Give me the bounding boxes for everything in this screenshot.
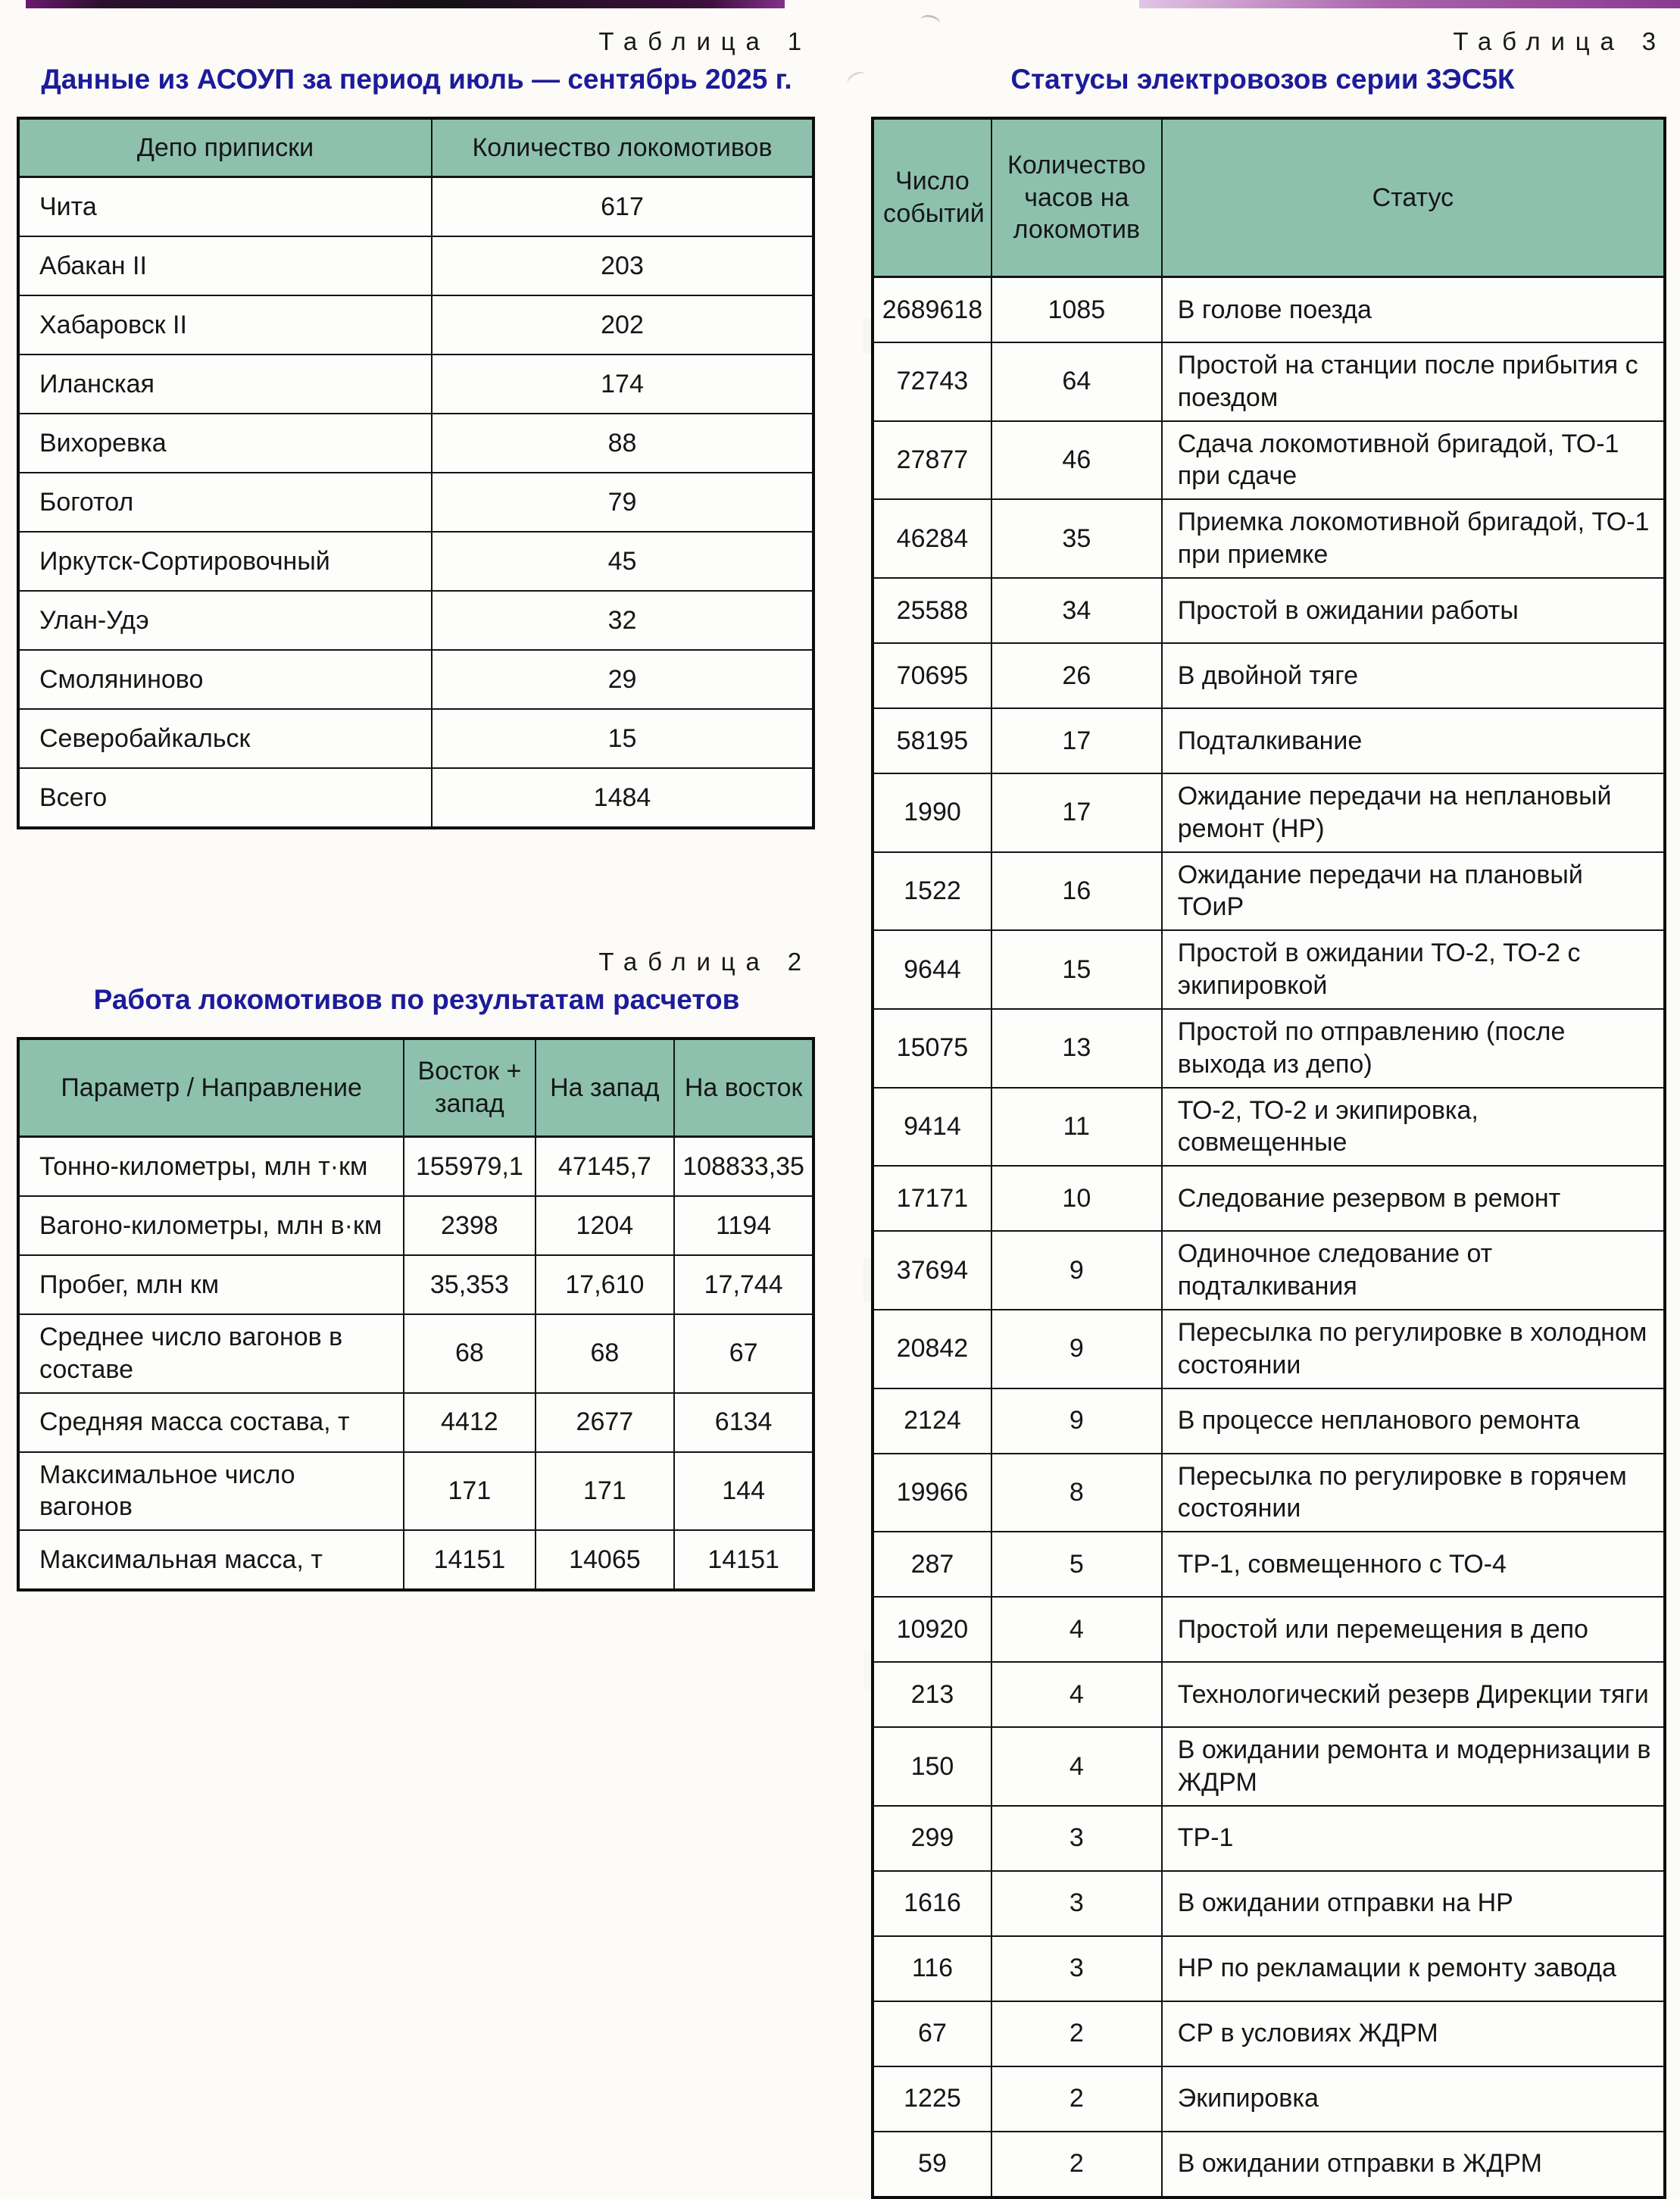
depot-cell: Смоляниново <box>18 650 432 709</box>
table-row <box>873 2132 1665 2197</box>
status-cell: НР по рекламации к ремонту завода <box>1162 1936 1665 2001</box>
table-row <box>873 1662 1665 1727</box>
hours-cell: 13 <box>991 1009 1162 1088</box>
depot-cell: Улан-Удэ <box>18 591 432 650</box>
col-both-directions-header: Восток + запад <box>404 1039 535 1137</box>
table2-label: Таблица 2 <box>598 948 812 976</box>
west-cell: 47145,7 <box>536 1137 675 1197</box>
count-cell: 45 <box>432 532 813 591</box>
events-cell: 67 <box>873 2001 991 2066</box>
right-column <box>854 21 1671 2199</box>
hours-cell: 9 <box>991 1231 1162 1310</box>
hours-cell: 2 <box>991 2066 1162 2132</box>
events-cell: 1616 <box>873 1871 991 1936</box>
both-cell: 171 <box>404 1452 535 1531</box>
hours-cell: 4 <box>991 1727 1162 1806</box>
events-cell: 10920 <box>873 1597 991 1662</box>
west-cell: 1204 <box>536 1196 675 1255</box>
left-column <box>17 21 817 1591</box>
column-spacer <box>17 829 817 942</box>
col-count-header: Количество локомотивов <box>432 118 813 177</box>
hours-cell: 15 <box>991 930 1162 1009</box>
table-row <box>873 499 1665 578</box>
events-cell: 46284 <box>873 499 991 578</box>
west-cell: 2677 <box>536 1393 675 1452</box>
hours-cell: 46 <box>991 421 1162 500</box>
param-cell: Средняя масса состава, т <box>18 1393 404 1452</box>
table-row <box>18 473 813 532</box>
hours-cell: 3 <box>991 1871 1162 1936</box>
table-row <box>873 1166 1665 1231</box>
status-cell: ТО-2, ТО-2 и экипировка, совмещенные <box>1162 1088 1665 1167</box>
param-cell: Максимальное число вагонов <box>18 1452 404 1531</box>
param-cell: Вагоно-километры, млн в·км <box>18 1196 404 1255</box>
depot-cell: Северобайкальск <box>18 709 432 768</box>
table-row <box>873 1454 1665 1532</box>
hours-cell: 64 <box>991 342 1162 421</box>
table-row <box>873 1231 1665 1310</box>
hours-cell: 9 <box>991 1310 1162 1388</box>
table-row <box>873 852 1665 931</box>
events-cell: 20842 <box>873 1310 991 1388</box>
hours-cell: 11 <box>991 1088 1162 1167</box>
east-cell: 144 <box>674 1452 813 1531</box>
col-events-header: Число событий <box>873 118 991 277</box>
events-cell: 2124 <box>873 1388 991 1454</box>
table-row <box>873 1806 1665 1871</box>
table3-label: Таблица 3 <box>1453 27 1666 55</box>
table-row <box>18 295 813 355</box>
table-row <box>873 2001 1665 2066</box>
east-cell: 108833,35 <box>674 1137 813 1197</box>
table-row <box>873 1727 1665 1806</box>
events-cell: 116 <box>873 1936 991 2001</box>
table-row <box>18 1137 813 1197</box>
table-row <box>18 355 813 414</box>
table-row <box>873 643 1665 708</box>
west-cell: 14065 <box>536 1530 675 1590</box>
table-header-row <box>873 118 1665 277</box>
table-row <box>18 1393 813 1452</box>
param-cell: Среднее число вагонов в составе <box>18 1314 404 1393</box>
table-row <box>18 1314 813 1393</box>
both-cell: 35,353 <box>404 1255 535 1314</box>
table-row <box>873 1532 1665 1597</box>
status-cell: ТР-1, совмещенного с ТО-4 <box>1162 1532 1665 1597</box>
table2-header <box>18 1039 813 1137</box>
status-cell: В ожидании ремонта и модернизации в ЖДРМ <box>1162 1727 1665 1806</box>
both-cell: 2398 <box>404 1196 535 1255</box>
table2-title: Работа локомотивов по результатам расчетов <box>93 984 740 1015</box>
depot-cell: Чита <box>18 177 432 237</box>
hours-cell: 3 <box>991 1936 1162 2001</box>
east-cell: 17,744 <box>674 1255 813 1314</box>
events-cell: 1522 <box>873 852 991 931</box>
status-cell: В ожидании отправки на НР <box>1162 1871 1665 1936</box>
table-row <box>18 177 813 237</box>
col-depot-header: Депо приписки <box>18 118 432 177</box>
table-row <box>873 1936 1665 2001</box>
status-cell: Экипировка <box>1162 2066 1665 2132</box>
status-cell: Подталкивание <box>1162 708 1665 773</box>
table-row <box>873 578 1665 643</box>
table-row <box>873 773 1665 852</box>
events-cell: 150 <box>873 1727 991 1806</box>
table-row <box>873 342 1665 421</box>
status-cell: Пересылка по регулировке в холодном состоянии <box>1162 1310 1665 1388</box>
table-row <box>873 930 1665 1009</box>
param-cell: Пробег, млн км <box>18 1255 404 1314</box>
count-cell: 203 <box>432 236 813 295</box>
table-row <box>873 1009 1665 1088</box>
west-cell: 17,610 <box>536 1255 675 1314</box>
east-cell: 6134 <box>674 1393 813 1452</box>
hours-cell: 35 <box>991 499 1162 578</box>
events-cell: 9414 <box>873 1088 991 1167</box>
status-cell: Одиночное следование от подталкивания <box>1162 1231 1665 1310</box>
status-cell: Простой по отправлению (после выхода из депо) <box>1162 1009 1665 1088</box>
status-cell: Простой на станции после прибытия с поездом <box>1162 342 1665 421</box>
hours-cell: 2 <box>991 2001 1162 2066</box>
count-cell: 15 <box>432 709 813 768</box>
events-cell: 70695 <box>873 643 991 708</box>
west-cell: 171 <box>536 1452 675 1531</box>
depot-cell: Вихоревка <box>18 414 432 473</box>
status-cell: В двойной тяге <box>1162 643 1665 708</box>
events-cell: 15075 <box>873 1009 991 1088</box>
events-cell: 2689618 <box>873 277 991 343</box>
both-cell: 4412 <box>404 1393 535 1452</box>
col-hours-header: Количество часов на локомотив <box>991 118 1162 277</box>
events-cell: 72743 <box>873 342 991 421</box>
events-cell: 287 <box>873 1532 991 1597</box>
west-cell: 68 <box>536 1314 675 1393</box>
events-cell: 17171 <box>873 1166 991 1231</box>
count-cell: 32 <box>432 591 813 650</box>
table-header-row <box>18 118 813 177</box>
table-row <box>873 421 1665 500</box>
count-cell: 88 <box>432 414 813 473</box>
col-east-header: На восток <box>674 1039 813 1137</box>
hours-cell: 2 <box>991 2132 1162 2197</box>
depot-cell: Всего <box>18 768 432 828</box>
param-cell: Тонно-километры, млн т·км <box>18 1137 404 1197</box>
hours-cell: 34 <box>991 578 1162 643</box>
param-cell: Максимальная масса, т <box>18 1530 404 1590</box>
table-row <box>18 768 813 828</box>
events-cell: 1990 <box>873 773 991 852</box>
status-cell: Технологический резерв Дирекции тяги <box>1162 1662 1665 1727</box>
events-cell: 19966 <box>873 1454 991 1532</box>
status-cell: Простой или перемещения в депо <box>1162 1597 1665 1662</box>
count-cell: 29 <box>432 650 813 709</box>
hours-cell: 4 <box>991 1662 1162 1727</box>
table-row <box>18 1530 813 1590</box>
col-west-header: На запад <box>536 1039 675 1137</box>
table-row <box>873 708 1665 773</box>
east-cell: 1194 <box>674 1196 813 1255</box>
depot-cell: Хабаровск II <box>18 295 432 355</box>
hours-cell: 17 <box>991 773 1162 852</box>
count-cell: 1484 <box>432 768 813 828</box>
table-row <box>873 277 1665 343</box>
hours-cell: 4 <box>991 1597 1162 1662</box>
hours-cell: 9 <box>991 1388 1162 1454</box>
table-row <box>18 1255 813 1314</box>
both-cell: 155979,1 <box>404 1137 535 1197</box>
status-cell: В процессе непланового ремонта <box>1162 1388 1665 1454</box>
events-cell: 9644 <box>873 930 991 1009</box>
count-cell: 202 <box>432 295 813 355</box>
page-top-strip-right <box>1139 0 1680 8</box>
status-cell: ТР-1 <box>1162 1806 1665 1871</box>
table-row <box>873 1310 1665 1388</box>
table-row <box>873 1871 1665 1936</box>
hours-cell: 16 <box>991 852 1162 931</box>
table1-label: Таблица 1 <box>598 27 812 55</box>
table-row <box>873 2066 1665 2132</box>
table-asoup-data <box>17 117 815 829</box>
status-cell: Следование резервом в ремонт <box>1162 1166 1665 1231</box>
hours-cell: 10 <box>991 1166 1162 1231</box>
hours-cell: 17 <box>991 708 1162 773</box>
status-cell: Простой в ожидании работы <box>1162 578 1665 643</box>
hours-cell: 3 <box>991 1806 1162 1871</box>
both-cell: 68 <box>404 1314 535 1393</box>
east-cell: 67 <box>674 1314 813 1393</box>
events-cell: 299 <box>873 1806 991 1871</box>
table1-title: Данные из АСОУП за период июль — сентябрь 2025 г. <box>41 64 792 95</box>
hours-cell: 8 <box>991 1454 1162 1532</box>
table-row <box>873 1388 1665 1454</box>
col-status-header: Статус <box>1162 118 1665 277</box>
table1-header <box>18 118 813 177</box>
hours-cell: 1085 <box>991 277 1162 343</box>
status-cell: Приемка локомотивной бригадой, ТО-1 при приемке <box>1162 499 1665 578</box>
status-cell: В голове поезда <box>1162 277 1665 343</box>
hours-cell: 5 <box>991 1532 1162 1597</box>
status-cell: Сдача локомотивной бригадой, ТО-1 при сдаче <box>1162 421 1665 500</box>
col-param-header: Параметр / Направление <box>18 1039 404 1137</box>
table3-title: Статусы электровозов серии 3ЭС5К <box>1010 64 1515 95</box>
table-row <box>873 1088 1665 1167</box>
table-header-row <box>18 1039 813 1137</box>
depot-cell: Абакан II <box>18 236 432 295</box>
count-cell: 79 <box>432 473 813 532</box>
depot-cell: Иркутск-Сортировочный <box>18 532 432 591</box>
count-cell: 174 <box>432 355 813 414</box>
page-top-strip-left <box>26 0 785 8</box>
both-cell: 14151 <box>404 1530 535 1590</box>
hours-cell: 26 <box>991 643 1162 708</box>
status-cell: Простой в ожидании ТО-2, ТО-2 с экипировкой <box>1162 930 1665 1009</box>
events-cell: 58195 <box>873 708 991 773</box>
count-cell: 617 <box>432 177 813 237</box>
depot-cell: Боготол <box>18 473 432 532</box>
table-row <box>18 1452 813 1531</box>
table-locomotive-work <box>17 1037 815 1591</box>
status-cell: В ожидании отправки в ЖДРМ <box>1162 2132 1665 2197</box>
table-row <box>18 1196 813 1255</box>
depot-cell: Иланская <box>18 355 432 414</box>
table-row <box>873 1597 1665 1662</box>
events-cell: 27877 <box>873 421 991 500</box>
table-row <box>18 650 813 709</box>
east-cell: 14151 <box>674 1530 813 1590</box>
table3-header <box>873 118 1665 277</box>
status-cell: СР в условиях ЖДРМ <box>1162 2001 1665 2066</box>
status-cell: Ожидание передачи на плановый ТОиР <box>1162 852 1665 931</box>
events-cell: 25588 <box>873 578 991 643</box>
table-row <box>18 591 813 650</box>
events-cell: 213 <box>873 1662 991 1727</box>
table-row <box>18 532 813 591</box>
table-row <box>18 709 813 768</box>
status-cell: Пересылка по регулировке в горячем состоянии <box>1162 1454 1665 1532</box>
events-cell: 59 <box>873 2132 991 2197</box>
table-row <box>18 414 813 473</box>
table-row <box>18 236 813 295</box>
events-cell: 1225 <box>873 2066 991 2132</box>
events-cell: 37694 <box>873 1231 991 1310</box>
status-cell: Ожидание передачи на неплановый ремонт (НР) <box>1162 773 1665 852</box>
